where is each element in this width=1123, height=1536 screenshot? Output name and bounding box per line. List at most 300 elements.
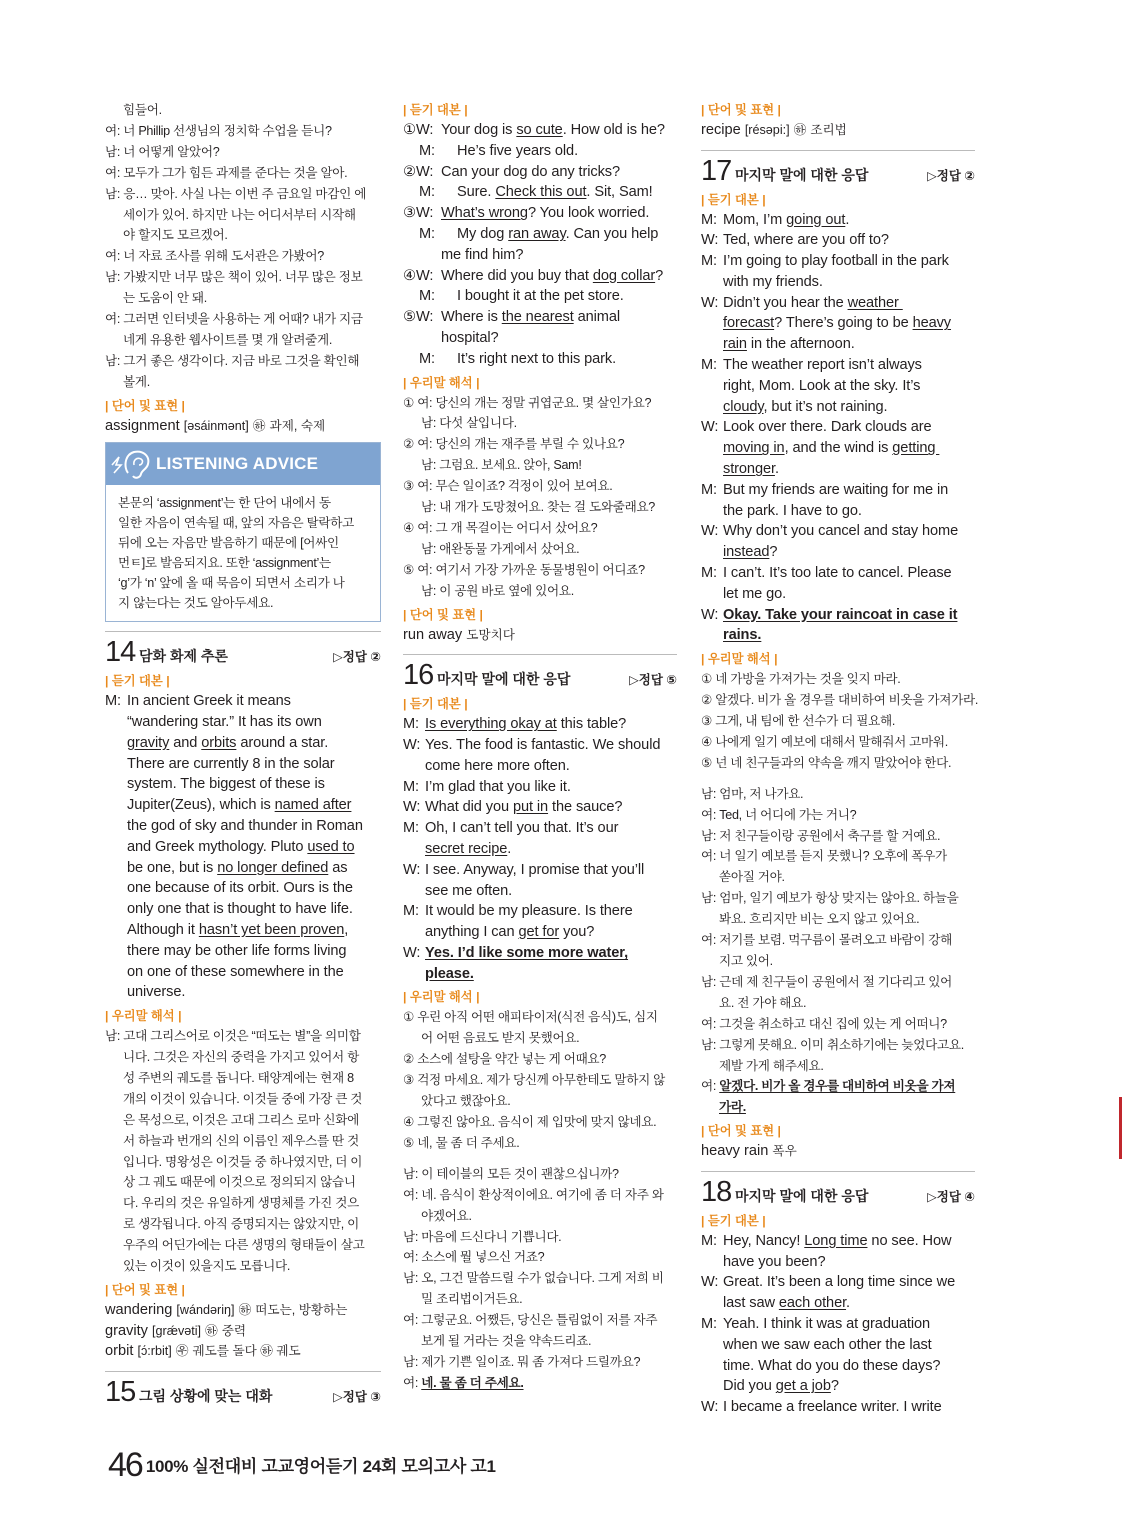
question-number: 14 xyxy=(105,636,136,669)
script-line xyxy=(403,162,677,183)
script-text: see me often. xyxy=(425,882,513,899)
script-line xyxy=(701,376,975,397)
script-line xyxy=(701,625,975,646)
advice-line: 지 않는다는 것도 알아두세요. xyxy=(118,596,274,611)
script-line xyxy=(701,1252,975,1273)
script-line xyxy=(403,943,677,964)
translation-line: 여: 모두가 그가 힘든 과제를 준다는 것을 알아. xyxy=(105,165,348,180)
speaker-label xyxy=(701,313,723,334)
script-text: please. xyxy=(425,965,474,982)
translation-line: 남: 그렇게 못해요. 이미 취소하기에는 늦었다고요. xyxy=(701,1037,964,1052)
script-line xyxy=(701,1231,975,1252)
translation-line: 남: 이 공원 바로 옆에 있어요. xyxy=(421,583,574,598)
advice-line: 일한 자음이 연속될 때, 앞의 자음은 탈락하고 xyxy=(118,516,354,531)
translation-line: 남: 이 테이블의 모든 것이 괜찮으십니까? xyxy=(403,1166,619,1181)
script-text: anything I can get for you? xyxy=(425,924,595,941)
advice-line: 본문의 ‘assignment’는 한 단어 내에서 동 xyxy=(118,496,331,511)
answer-label: ▷정답 ② xyxy=(333,650,381,665)
script-text: Sure. Check this out. Sit, Sam! xyxy=(457,184,653,201)
script-text: last saw each other. xyxy=(723,1295,851,1312)
speaker-label: M: xyxy=(701,481,718,498)
translation-line: 남: 엄마, 저 나가요. xyxy=(701,786,804,801)
speaker-label: W: xyxy=(701,419,719,436)
translation-line: 남: 내 개가 도망쳤어요. 찾는 걸 도와줄래요? xyxy=(421,500,656,515)
script-text: moving in, and the wind is getting xyxy=(723,440,940,457)
script-line xyxy=(403,307,677,328)
script-text: Great. It’s been a long time since we xyxy=(723,1274,956,1291)
speaker-label xyxy=(701,584,723,605)
translation-line: 야겠어요. xyxy=(421,1208,472,1223)
script-text: when we saw each other the last xyxy=(723,1336,932,1353)
script-line xyxy=(403,224,677,245)
script-text: there may be other life forms living xyxy=(127,942,347,959)
translation-line: ① 여: 당신의 개는 정말 귀엽군요. 몇 살인가요? xyxy=(403,395,652,410)
script-text: hospital? xyxy=(441,329,499,346)
answer-label: ▷정답 ⑤ xyxy=(629,673,677,688)
translation-line: 니다. 그것은 자신의 중력을 가지고 있어서 항 xyxy=(123,1050,359,1065)
q17-options-translation xyxy=(701,669,979,774)
script-text: with my friends. xyxy=(723,273,823,290)
script-line xyxy=(403,141,677,162)
speaker-label: M: xyxy=(403,778,420,795)
speaker-label xyxy=(701,1293,723,1314)
translation-line: 입니다. 명왕성은 이것들 중 하나였지만, 더 이 xyxy=(123,1154,363,1169)
vocab-word: gravity xyxy=(105,1322,148,1339)
script-text: Is everything okay at this table? xyxy=(425,716,627,733)
q14-header xyxy=(105,636,381,668)
q16-dialog-translation xyxy=(403,1164,677,1394)
listening-advice-box xyxy=(105,442,381,622)
translation-line: 제발 가게 해주세요. xyxy=(719,1058,824,1073)
script-line xyxy=(105,733,381,754)
script-line xyxy=(701,355,975,376)
script-text: the god of sky and thunder in Roman xyxy=(127,817,363,834)
script-line xyxy=(105,982,381,1003)
script-line xyxy=(403,120,677,141)
script-text: He’s five years old. xyxy=(457,142,579,159)
script-text: I bought it at the pet store. xyxy=(457,288,624,305)
vocab-meaning: 떠도는, 방황하는 xyxy=(255,1303,348,1318)
script-label: | 듣기 대본 | xyxy=(105,674,170,689)
speaker-label: M: xyxy=(701,253,718,270)
translation-line: 세이가 있어. 하지만 나는 어디서부터 시작해 xyxy=(123,207,356,222)
speaker-label: M: xyxy=(403,716,420,733)
script-text: I see. Anyway, I promise that you’ll xyxy=(425,861,645,878)
script-line xyxy=(403,797,677,818)
answer-label: ▷정답 ④ xyxy=(927,1189,975,1204)
vocab-word: wandering xyxy=(105,1302,173,1319)
translation-line: 여: 너 일기 예보를 듣지 못했니? 오후에 폭우가 xyxy=(701,849,947,864)
script-text: Yeah. I think it was at graduation xyxy=(723,1315,930,1332)
vocab-item xyxy=(105,1321,381,1342)
script-text: It would be my pleasure. Is there xyxy=(425,903,633,920)
speaker-label xyxy=(105,982,127,1003)
speaker-label: M: xyxy=(403,820,420,837)
translation-line: ④ 그렇진 않아요. 음식이 제 입맛에 맞지 않네요. xyxy=(403,1115,657,1130)
vocab-item xyxy=(701,120,975,141)
q16-options-translation xyxy=(403,1007,677,1153)
script-text: I’m going to play football in the park xyxy=(723,253,949,270)
speaker-label: M: xyxy=(419,350,436,367)
translation-line: 남: 다섯 살입니다. xyxy=(421,416,517,431)
translation-line: ⑤ 여: 여기서 가장 가까운 동물병원이 어디죠? xyxy=(403,562,645,577)
script-label: | 듣기 대본 | xyxy=(701,192,766,207)
script-text: Where is the nearest animal xyxy=(441,309,621,326)
script-line xyxy=(701,501,975,522)
script-text: Why don’t you cancel and stay home xyxy=(723,523,959,540)
answer-label: ▷정답 ② xyxy=(927,168,975,183)
script-text: “wandering star.” It has its own xyxy=(127,713,322,730)
translation-line: 야 할지도 모르겠어. xyxy=(123,228,228,243)
speaker-label: M: xyxy=(419,225,436,242)
vocab-meaning: 조리법 xyxy=(810,123,847,137)
script-text: one because of its orbit. Ours is the xyxy=(127,880,353,897)
translation-line: ③ 여: 무슨 일이죠? 걱정이 있어 보여요. xyxy=(403,479,613,494)
advice-line: 먼ㅌ]로 발음되지요. 또한 ‘assignment’는 xyxy=(118,556,331,571)
script-line xyxy=(105,858,381,879)
advice-line: 뒤에 오는 자음만 발음하기 때문에 [어싸인 xyxy=(118,536,339,551)
vocab-word: run away xyxy=(403,626,463,643)
vocab-word: recipe xyxy=(701,122,741,138)
speaker-label xyxy=(701,542,723,563)
side-tab-marker xyxy=(1119,1097,1122,1159)
script-line xyxy=(403,245,677,266)
script-text: Didn’t you hear the weather xyxy=(723,294,903,311)
speaker-label xyxy=(701,501,723,522)
script-label: | 듣기 대본 | xyxy=(403,697,468,712)
translation-line: ⑤ 넌 네 친구들과의 약속을 깨지 말았어야 한다. xyxy=(701,755,952,770)
script-line xyxy=(701,1335,975,1356)
translation-line: 서 하늘과 번개의 신의 이름인 제우스를 딴 것 xyxy=(123,1133,359,1148)
vocab-meaning: 폭우 xyxy=(772,1144,797,1159)
speaker-label xyxy=(403,245,441,266)
script-text: forecast? There’s going to be heavy xyxy=(723,315,952,332)
question-number: 18 xyxy=(701,1175,732,1208)
speaker-label xyxy=(701,334,723,355)
question-title: 마지막 말에 대한 응답 xyxy=(437,671,571,688)
translation-line: 남: 애완동물 가게에서 샀어요. xyxy=(421,541,580,556)
translation-line: 지고 있어. xyxy=(719,954,773,969)
vocab-pron: [wándəriŋ] xyxy=(176,1303,235,1318)
speaker-label xyxy=(403,328,441,349)
script-text: on one of these somewhere in the xyxy=(127,963,344,980)
speaker-label xyxy=(105,733,127,754)
script-line xyxy=(701,605,975,626)
script-line xyxy=(105,878,381,899)
translation-line: 우주의 어딘가에는 다른 생명의 형태들이 살고 xyxy=(123,1238,365,1253)
script-text: What did you put in the sauce? xyxy=(425,799,623,816)
vocab-item xyxy=(105,1300,381,1321)
speaker-label xyxy=(403,839,425,860)
script-line xyxy=(701,1272,975,1293)
vocab-meaning: 중력 xyxy=(221,1323,247,1338)
translation-line: 성 주변의 궤도를 돕니다. 태양계에는 현재 8 xyxy=(123,1070,354,1085)
script-text: system. The biggest of these is xyxy=(127,776,325,793)
translation-line: 여: 그렇군요. 어쨌든, 당신은 틀림없이 저를 자주 xyxy=(403,1313,658,1328)
vocab-meaning: 도망치다 xyxy=(466,627,515,642)
translation-line: 남: 오, 그건 말씀드릴 수가 없습니다. 그게 저희 비 xyxy=(403,1271,664,1286)
script-line xyxy=(105,691,381,712)
script-line xyxy=(105,920,381,941)
translation-line: 밀 조리법이거든요. xyxy=(421,1292,523,1307)
translation-line: 여: 너 Phillip 선생님의 정치학 수업을 듣니? xyxy=(105,123,332,138)
translation-label: | 우리말 해석 | xyxy=(403,375,480,390)
script-line xyxy=(701,313,975,334)
translation-line: 보게 될 거라는 것을 약속드리죠. xyxy=(421,1334,592,1349)
script-text: Oh, I can’t tell you that. It’s our xyxy=(425,820,619,837)
question-title: 그림 상황에 맞는 대화 xyxy=(139,1387,273,1404)
script-line xyxy=(105,837,381,858)
speaker-label xyxy=(701,1335,723,1356)
translation-line: 여: 네. 음식이 환상적이에요. 여기에 좀 더 자주 와 xyxy=(403,1187,664,1202)
vocab-label: | 단어 및 표현 | xyxy=(701,103,781,117)
script-line xyxy=(105,774,381,795)
column-right xyxy=(701,100,979,1418)
script-label: | 듣기 대본 | xyxy=(701,1213,766,1228)
translation-line: 여: 알겠다. 비가 올 경우를 대비하여 비옷을 가져 xyxy=(701,1079,956,1094)
q17-header xyxy=(701,155,975,187)
script-text: But my friends are waiting for me in xyxy=(723,481,949,498)
script-line xyxy=(701,1376,975,1397)
script-text: rains. xyxy=(723,627,762,644)
speaker-label: M: xyxy=(701,357,718,374)
q15-script xyxy=(403,120,677,370)
translation-line: ③ 그게, 내 팀에 한 선수가 더 필요해. xyxy=(701,714,896,729)
script-text: It’s right next to this park. xyxy=(457,350,617,367)
script-line xyxy=(701,397,975,418)
speaker-label: M: xyxy=(403,903,420,920)
script-line xyxy=(701,1293,975,1314)
translation-line: ② 알겠다. 비가 올 경우를 대비하여 비옷을 가져가라. xyxy=(701,693,979,708)
speaker-label: ④W: xyxy=(403,267,434,284)
script-text: time. What do you do these days? xyxy=(723,1357,941,1374)
translation-line: ③ 걱정 마세요. 제가 당신께 아무한테도 말하지 않 xyxy=(403,1073,666,1088)
speaker-label: ③W: xyxy=(403,205,434,222)
translation-line: 어 어떤 음료도 받지 못했어요. xyxy=(421,1031,580,1046)
translation-label: | 우리말 해석 | xyxy=(701,652,778,667)
question-title: 마지막 말에 대한 응답 xyxy=(735,1187,869,1204)
translation-line: ④ 나에게 일기 예보에 대해서 말해줘서 고마워. xyxy=(701,734,948,749)
speaker-label xyxy=(105,858,127,879)
speaker-label xyxy=(105,712,127,733)
vocab-item xyxy=(105,416,381,437)
speaker-label: W: xyxy=(701,232,719,249)
translation-label: | 우리말 해석 | xyxy=(105,1009,182,1024)
translation-line: 남: 가봤지만 너무 많은 책이 있어. 너무 많은 정보 xyxy=(105,270,363,285)
script-text: gravity and orbits around a star. xyxy=(127,734,329,751)
speaker-label: M: xyxy=(701,565,718,582)
script-text: be one, but is no longer defined as xyxy=(127,859,348,876)
speaker-label: W: xyxy=(701,606,719,623)
speaker-label: W: xyxy=(403,944,421,961)
translation-line: 았다고 했잖아요. xyxy=(421,1094,511,1109)
script-line xyxy=(105,712,381,733)
script-line xyxy=(105,941,381,962)
script-line xyxy=(701,230,975,251)
script-text: rain in the afternoon. xyxy=(723,336,855,353)
script-line xyxy=(701,334,975,355)
speaker-label xyxy=(701,1356,723,1377)
script-text: universe. xyxy=(127,984,186,1001)
speaker-label: ①W: xyxy=(403,122,434,138)
translation-line: 남: 마음에 드신다니 기쁩니다. xyxy=(403,1229,562,1244)
vocab-pron: [résəpi:] xyxy=(744,123,790,137)
speaker-label: M: xyxy=(701,1232,718,1249)
script-text: The weather report isn’t always xyxy=(723,357,922,374)
speaker-label xyxy=(403,756,425,777)
speaker-label: M: xyxy=(419,288,436,305)
q14-translation xyxy=(105,1026,381,1277)
speaker-label xyxy=(403,922,425,943)
script-line xyxy=(403,881,677,902)
script-text: I became a freelance writer. I write xyxy=(723,1399,942,1416)
script-line xyxy=(701,521,975,542)
speaker-label xyxy=(105,774,127,795)
script-line xyxy=(105,962,381,983)
script-text: let me go. xyxy=(723,585,787,602)
script-line xyxy=(403,922,677,943)
q15-header xyxy=(105,1376,381,1408)
listening-advice-text xyxy=(106,485,380,621)
script-line xyxy=(403,328,677,349)
script-line xyxy=(403,818,677,839)
script-line xyxy=(403,756,677,777)
script-line xyxy=(701,1356,975,1377)
speaker-label xyxy=(403,881,425,902)
script-text: Look over there. Dark clouds are xyxy=(723,419,932,436)
translation-line: 여: 네. 물 좀 더 주세요. xyxy=(403,1375,524,1390)
vocab-mark: ㉻ xyxy=(238,1303,252,1318)
vocab-meaning: 과제, 숙제 xyxy=(269,418,326,433)
question-number: 17 xyxy=(701,154,732,187)
ear-icon xyxy=(106,443,156,485)
vocab-word: assignment xyxy=(105,417,180,434)
q16-script xyxy=(403,714,677,984)
script-line xyxy=(701,438,975,459)
script-line xyxy=(701,584,975,605)
vocab-label: | 단어 및 표현 | xyxy=(403,607,483,622)
script-line xyxy=(701,542,975,563)
script-line xyxy=(701,480,975,501)
speaker-label xyxy=(701,459,723,480)
speaker-label: M: xyxy=(105,693,122,710)
script-text: and Greek mythology. Pluto used to xyxy=(127,838,355,855)
vocab-word: heavy rain xyxy=(701,1143,769,1160)
script-text: Yes. The food is fantastic. We should xyxy=(425,736,661,753)
speaker-label xyxy=(403,964,425,985)
script-line xyxy=(403,182,677,203)
script-text: Hey, Nancy! Long time no see. How xyxy=(723,1232,952,1249)
translation-line: 여: 그러면 인터넷을 사용하는 게 어때? 내가 지금 xyxy=(105,312,363,327)
script-line xyxy=(701,563,975,584)
vocab-item xyxy=(105,1341,381,1362)
script-line xyxy=(701,293,975,314)
script-text: I can’t. It’s too late to cancel. Please xyxy=(723,565,952,582)
script-line xyxy=(403,266,677,287)
vocab-pron: [ɔ́:rbit] xyxy=(137,1344,172,1359)
script-text: Can your dog do any tricks? xyxy=(441,163,621,180)
translation-line: ⑤ 네, 물 좀 더 주세요. xyxy=(403,1135,520,1150)
listening-advice-header xyxy=(106,443,380,485)
translation-line: 남: 그거 좋은 생각이다. 지금 바로 그것을 확인해 xyxy=(105,353,360,368)
question-title: 담화 화제 추론 xyxy=(139,648,228,665)
question-number: 15 xyxy=(105,1375,136,1408)
script-text: Jupiter(Zeus), which is named after xyxy=(127,797,352,814)
script-line xyxy=(403,203,677,224)
script-line xyxy=(403,349,677,370)
translation-line: 로 생각됩니다. 아직 증명되지는 않았지만, 이 xyxy=(123,1217,359,1232)
speaker-label xyxy=(701,376,723,397)
script-text: In ancient Greek it means xyxy=(127,693,291,710)
translation-line: 남: 제가 기쁜 일이죠. 뭐 좀 가져다 드릴까요? xyxy=(403,1354,641,1369)
vocab-item xyxy=(701,1141,975,1162)
translation-line: 다. 우리의 것은 유일하게 생명체를 가진 것으 xyxy=(123,1196,359,1211)
script-line xyxy=(403,777,677,798)
q17-dialog-translation xyxy=(701,784,975,1119)
script-line xyxy=(701,459,975,480)
script-line xyxy=(701,210,975,231)
translation-line: 여: 저기를 보렴. 먹구름이 몰려오고 바람이 강해 xyxy=(701,933,953,948)
script-text: There are currently 8 in the solar xyxy=(127,755,335,772)
vocab-meaning: 궤도를 돌다 ㉻ 궤도 xyxy=(192,1344,301,1359)
vocab-pron: [əsáinmənt] xyxy=(183,418,249,433)
translation-line: 상 그 궤도 때문에 이것으로 정의되지 않습니 xyxy=(123,1175,356,1190)
speaker-label: M: xyxy=(701,211,718,228)
script-text: What’s wrong? You look worried. xyxy=(441,205,650,222)
script-line xyxy=(105,754,381,775)
translation-line: 남: 응… 맞아. 사실 나는 이번 주 금요일 마감인 에 xyxy=(105,186,367,201)
vocab-pron: [grǽvəti] xyxy=(152,1323,202,1338)
speaker-label xyxy=(701,625,723,646)
noun-mark: ㉻ xyxy=(252,418,266,433)
script-text: My dog ran away. Can you help xyxy=(457,225,659,242)
translation-line: 여: 그것을 취소하고 대신 집에 있는 게 어떠니? xyxy=(701,1016,947,1031)
translation-line: 네게 유용한 웹사이트를 몇 개 알려줄게. xyxy=(123,332,333,347)
script-line xyxy=(403,964,677,985)
book-title: 100% 실전대비 고교영어듣기 24회 모의고사 고1 xyxy=(145,1457,496,1476)
translation-line: 있는 이것이 있을지도 모릅니다. xyxy=(123,1259,291,1274)
speaker-label xyxy=(105,754,127,775)
translation-line: 은 목성으로, 이것은 고대 그리스 로마 신화에 xyxy=(123,1112,359,1127)
script-line xyxy=(105,795,381,816)
vocab-mark: ㉻ xyxy=(205,1323,218,1338)
translation-line: 남: 엄마, 일기 예보가 항상 맞지는 않아요. 하늘을 xyxy=(701,891,959,906)
translation-line: 는 도움이 안 돼. xyxy=(123,291,207,306)
speaker-label: W: xyxy=(701,1399,719,1416)
speaker-label: M: xyxy=(701,1315,718,1332)
advice-line: ‘g’가 ‘n’ 앞에 올 때 묵음이 되면서 소리가 나 xyxy=(118,576,345,591)
translation-line: 봐요. 흐리지만 비는 오지 않고 있어요. xyxy=(719,912,920,927)
script-line xyxy=(105,899,381,920)
script-text: Ted, where are you off to? xyxy=(723,232,889,249)
vocab-mark: ㉾ xyxy=(175,1344,189,1359)
translation-label: | 우리말 해석 | xyxy=(403,990,480,1005)
script-text: cloudy, but it’s not raining. xyxy=(723,398,888,415)
page-number: 46 xyxy=(108,1446,142,1484)
speaker-label xyxy=(105,920,127,941)
speaker-label: W: xyxy=(701,294,719,311)
vocab-label: | 단어 및 표현 | xyxy=(701,1124,781,1139)
speaker-label: W: xyxy=(403,736,421,753)
translation-line: 남: 저 친구들이랑 공원에서 축구를 할 거예요. xyxy=(701,828,941,843)
script-text: Did you get a job? xyxy=(723,1378,839,1395)
speaker-label: W: xyxy=(403,861,421,878)
speaker-label: M: xyxy=(419,142,436,159)
q17-script xyxy=(701,210,975,647)
q18-script xyxy=(701,1231,975,1418)
speaker-label xyxy=(701,1376,723,1397)
script-line xyxy=(403,839,677,860)
